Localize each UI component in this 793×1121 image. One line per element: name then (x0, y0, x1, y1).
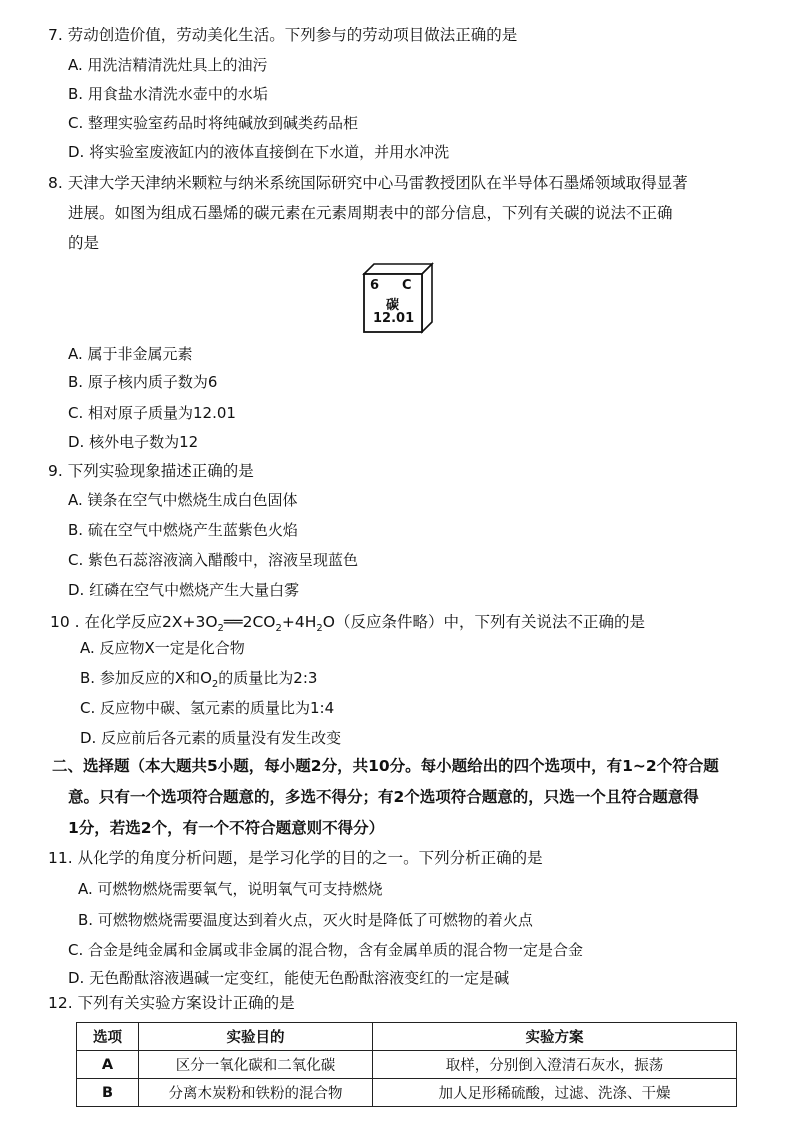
section2-instructions-line-3: 1分，若选2个，有一个不符合题意则不得分） (68, 819, 385, 837)
table-header-plan: 实验方案 (373, 1023, 737, 1051)
q7-option-b: B. 用食盐水清洗水壶中的水垢 (68, 85, 268, 103)
table-cell-plan: 加人足形稀硫酸，过滤、洗涤、干燥 (373, 1079, 737, 1107)
q10-option-b-part: 的质量比为2:3 (218, 669, 318, 687)
q8-stem-line-1: 8. 天津大学天津纳米颗粒与纳米系统国际研究中心马雷教授团队在半导体石墨烯领域取得显著 (48, 174, 688, 192)
q10-option-b-part: B. 参加反应的X和O (80, 669, 212, 687)
element-name: 碳 (386, 298, 400, 313)
q11-option-a: A. 可燃物燃烧需要氧气，说明氧气可支持燃烧 (78, 880, 383, 898)
element-atomic-number: 6 (370, 278, 380, 293)
table-cell-plan: 取样，分别倒入澄清石灰水，振荡 (373, 1051, 737, 1079)
q11-option-c: C. 合金是纯金属和金属或非金属的混合物，含有金属单质的混合物一定是合金 (68, 941, 584, 959)
q12-stem: 12. 下列有关实验方案设计正确的是 (48, 994, 295, 1012)
q10-stem (50, 612, 645, 635)
q10-option-b (80, 668, 317, 688)
q8-stem-line-3: 的是 (68, 234, 100, 252)
table-cell-option: B (77, 1079, 139, 1107)
q10-stem-part: +4H (281, 613, 317, 631)
q10-subscript: 2 (211, 679, 219, 690)
q7-option-c: C. 整理实验室药品时将纯碱放到碱类药品柜 (68, 114, 359, 132)
q11-stem: 11. 从化学的角度分析问题，是学习化学的目的之一。下列分析正确的是 (48, 849, 543, 867)
q11-option-b: B. 可燃物燃烧需要温度达到着火点，灭火时是降低了可燃物的着火点 (78, 911, 533, 929)
q11-option-d: D. 无色酚酞溶液遇碱一定变红，能使无色酚酞溶液变红的一定是碱 (68, 969, 510, 987)
q10-subscript: 2 (275, 623, 282, 635)
table-cell-purpose: 分离木炭粉和铁粉的混合物 (139, 1079, 373, 1107)
table-header-row (77, 1023, 737, 1051)
q7-stem: 7. 劳动创造价值，劳动美化生活。下列参与的劳动项目做法正确的是 (48, 26, 518, 44)
q7-option-a: A. 用洗洁精清洗灶具上的油污 (68, 56, 268, 74)
table-row (77, 1079, 737, 1107)
section2-instructions-line-2: 意。只有一个选项符合题意的，多选不得分；有2个选项符合题意的，只选一个且符合题意得 (68, 788, 699, 806)
q10-option-d: D. 反应前后各元素的质量没有发生改变 (80, 729, 342, 747)
element-symbol: C (402, 278, 412, 293)
q9-option-c: C. 紫色石蕊溶液滴入醋酸中，溶液呈现蓝色 (68, 551, 359, 569)
q9-option-b: B. 硫在空气中燃烧产生蓝紫色火焰 (68, 521, 298, 539)
q10-option-c: C. 反应物中碳、氢元素的质量比为1:4 (80, 699, 335, 717)
table-cell-option: A (77, 1051, 139, 1079)
q10-option-a: A. 反应物X一定是化合物 (80, 639, 245, 657)
experiment-plan-table (76, 1022, 737, 1107)
q8-option-a: A. 属于非金属元素 (68, 345, 193, 363)
q8-option-c: C. 相对原子质量为12.01 (68, 404, 236, 422)
q8-stem-line-2: 进展。如图为组成石墨烯的碳元素在元素周期表中的部分信息，下列有关碳的说法不正确 (68, 204, 673, 222)
q8-option-d: D. 核外电子数为12 (68, 433, 199, 451)
q7-option-d: D. 将实验室废液缸内的液体直接倒在下水道，并用水冲洗 (68, 143, 450, 161)
q8-option-b: B. 原子核内质子数为6 (68, 373, 218, 391)
q10-subscript: 2 (316, 623, 323, 635)
table-cell-purpose: 区分一氧化碳和二氧化碳 (139, 1051, 373, 1079)
table-header-purpose: 实验目的 (139, 1023, 373, 1051)
q9-option-d: D. 红磷在空气中燃烧产生大量白雾 (68, 581, 300, 599)
q10-stem-part: O（反应条件略）中，下列有关说法不正确的是 (322, 613, 645, 631)
q10-stem-part: 10 . 在化学反应2X+3O (50, 613, 218, 631)
table-header-option: 选项 (77, 1023, 139, 1051)
q10-stem-part: ══2CO (223, 613, 276, 631)
element-atomic-mass: 12.01 (373, 311, 415, 326)
table-row (77, 1051, 737, 1079)
q10-subscript: 2 (217, 623, 224, 635)
carbon-element-tile (362, 262, 434, 334)
section2-instructions-line-1: 二、选择题（本大题共5小题，每小题2分，共10分。每小题给出的四个选项中，有1~2个符合题 (52, 757, 719, 775)
q9-option-a: A. 镁条在空气中燃烧生成白色固体 (68, 491, 298, 509)
q9-stem: 9. 下列实验现象描述正确的是 (48, 462, 254, 480)
